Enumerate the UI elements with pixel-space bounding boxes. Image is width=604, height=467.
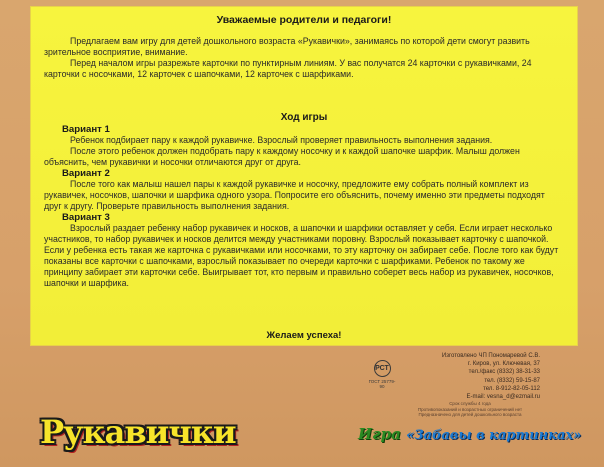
- instructions-panel: [30, 6, 578, 346]
- intro-paragraph-1: Предлагаем вам игру для детей дошкольного возраста «Рукавички», занимаясь по которой дети смогут развить зрительное восприятие, внимание.: [44, 36, 530, 57]
- rst-icon: РСТ: [374, 360, 391, 377]
- imprint-line: Изготовлено ЧП Пономаревой С.В.: [441, 353, 540, 359]
- imprint-line: тел./факс (8332) 38-31-33: [468, 369, 540, 376]
- imprint-small-line: Срок службы 4 года: [449, 401, 491, 407]
- variant-3-label: Вариант 3: [62, 212, 110, 223]
- imprint-line: тел. 8-912-82-05-112: [483, 385, 540, 392]
- variant-1-paragraph-2: После этого ребенок должен подобрать пару к каждому носочку и к каждой шапочке шарфик. Малыш должен объяснить, чем рукавички и носочки отличаются друг от друга.: [44, 146, 520, 167]
- imprint-small-line: Противопоказаний и возрастных ограничений нет: [417, 406, 523, 412]
- closing-wish: Желаем успеха!: [266, 330, 342, 341]
- imprint: [400, 352, 540, 418]
- course-title: Ход игры: [280, 112, 328, 123]
- variant-3-paragraph-1: Взрослый раздает ребенку набор рукавичек и носков, а шапочки и шарфики оставляет у себя. Если играет несколько участников, то набор рукавичек и носков делится между участниками поровну. Взрослый показывает карточку с шапочкой. Если у ребенка есть такая же карточка с рукавичками или носочками, то эту карточку он забирает себе. После того как будут показаны все карточки с шапочками, взрослый показывает по очереди карточки с шарфиками. Ребенок по такому же принципу забирает эти карточки себе. Выигрывает тот, кто первым и правильно соберет весь набор из рукавичек, носочков, шапочки и шарфика.: [44, 223, 559, 288]
- cert-label: ГОСТ 25779-90: [368, 379, 396, 389]
- page-title: Уважаемые родители и педагоги!: [216, 14, 392, 26]
- series-logo: [358, 425, 581, 443]
- imprint-small-line: Предназначено для детей дошкольного возраста: [418, 412, 522, 418]
- variant-2-label: Вариант 2: [62, 168, 110, 179]
- brand-logo: Рукавички: [40, 413, 236, 451]
- variant-1-paragraph-1: Ребенок подбирает пару к каждой рукавичке. Взрослый проверяет правильность выполнения задания.: [70, 135, 493, 145]
- certification-mark: [367, 360, 397, 389]
- imprint-line: г. Киров, ул. Ключевая, 37: [467, 361, 540, 368]
- variant-2-paragraph-1: После того как малыш нашел пары к каждой рукавичке и носочку, предложите ему собрать полный комплект из рукавичек, носочков, шапочки и шарфика одного узора. Попросите его объяснить, почему именно эти предметы подходят друг к другу. Проверьте правильность выполнения задания.: [44, 179, 545, 211]
- variant-1-label: Вариант 1: [62, 124, 110, 135]
- intro-text: [44, 36, 564, 80]
- imprint-line: тел. (8332) 59-15-87: [484, 377, 540, 384]
- imprint-email: E-mail: vesna_d@ezmail.ru: [466, 394, 540, 401]
- variants-text: [44, 124, 564, 289]
- series-prefix: Игра: [358, 425, 401, 443]
- series-name: «Забавы в картинках»: [406, 428, 582, 443]
- intro-paragraph-2: Перед началом игры разрежьте карточки по пунктирным линиям. У вас получатся 24 карточки с рукавичками, 24 карточки с носочками, 12 карточек с шапочками, 12 карточек с шарфиками.: [44, 58, 532, 79]
